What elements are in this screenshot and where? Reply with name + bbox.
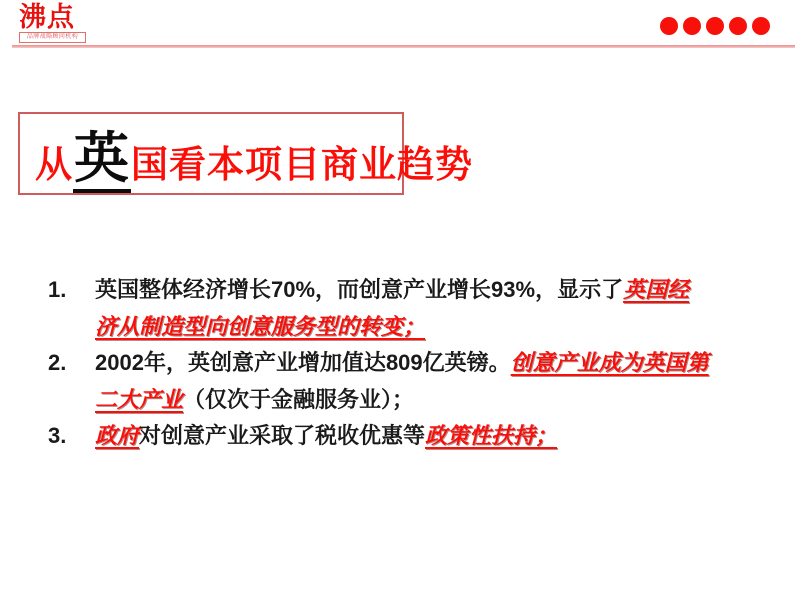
list-item bbox=[48, 418, 748, 455]
text-run-emphasis: 政府 bbox=[95, 423, 140, 448]
title-emphasis: 英 bbox=[73, 127, 131, 193]
list-item-text bbox=[95, 345, 709, 418]
list-item bbox=[48, 272, 748, 345]
logo bbox=[19, 3, 86, 43]
red-dot-icon bbox=[752, 17, 770, 35]
text-run: （仅次于金融服务业）； bbox=[183, 386, 415, 412]
list-number: 1. bbox=[48, 277, 67, 302]
page-title bbox=[35, 114, 473, 193]
text-run-emphasis: 创意产业成为英国第二大产业 bbox=[95, 350, 709, 412]
title-prefix: 从 bbox=[35, 144, 73, 185]
text-run: 2002年，英创意产业增加值达809亿英镑。 bbox=[95, 350, 511, 375]
list-number: 3. bbox=[48, 423, 67, 448]
text-run-emphasis: 英国经济从制造型向创意服务型的转变； bbox=[95, 277, 690, 339]
list-item bbox=[48, 345, 748, 418]
logo-text: 沸点 bbox=[19, 2, 75, 32]
list-item-text bbox=[95, 418, 709, 455]
trend-list bbox=[48, 272, 748, 455]
list-item-text bbox=[95, 272, 709, 345]
title-suffix: 国看本项目商业趋势 bbox=[131, 144, 474, 185]
red-dot-icon bbox=[706, 17, 724, 35]
title-box bbox=[18, 112, 474, 195]
header-divider bbox=[12, 45, 795, 48]
red-dot-icon bbox=[683, 17, 701, 35]
text-run: 对创意产业采取了税收优惠等 bbox=[139, 423, 426, 448]
text-run: 英国整体经济增长70%，而创意产业增长93%，显示了 bbox=[95, 277, 624, 302]
header-dots bbox=[655, 17, 770, 35]
text-run-emphasis: 政策性扶持； bbox=[425, 423, 558, 448]
red-dot-icon bbox=[660, 17, 678, 35]
list-number: 2. bbox=[48, 350, 67, 375]
logo-tagline: 品牌战略顾问机构 bbox=[19, 32, 86, 43]
red-dot-icon bbox=[729, 17, 747, 35]
